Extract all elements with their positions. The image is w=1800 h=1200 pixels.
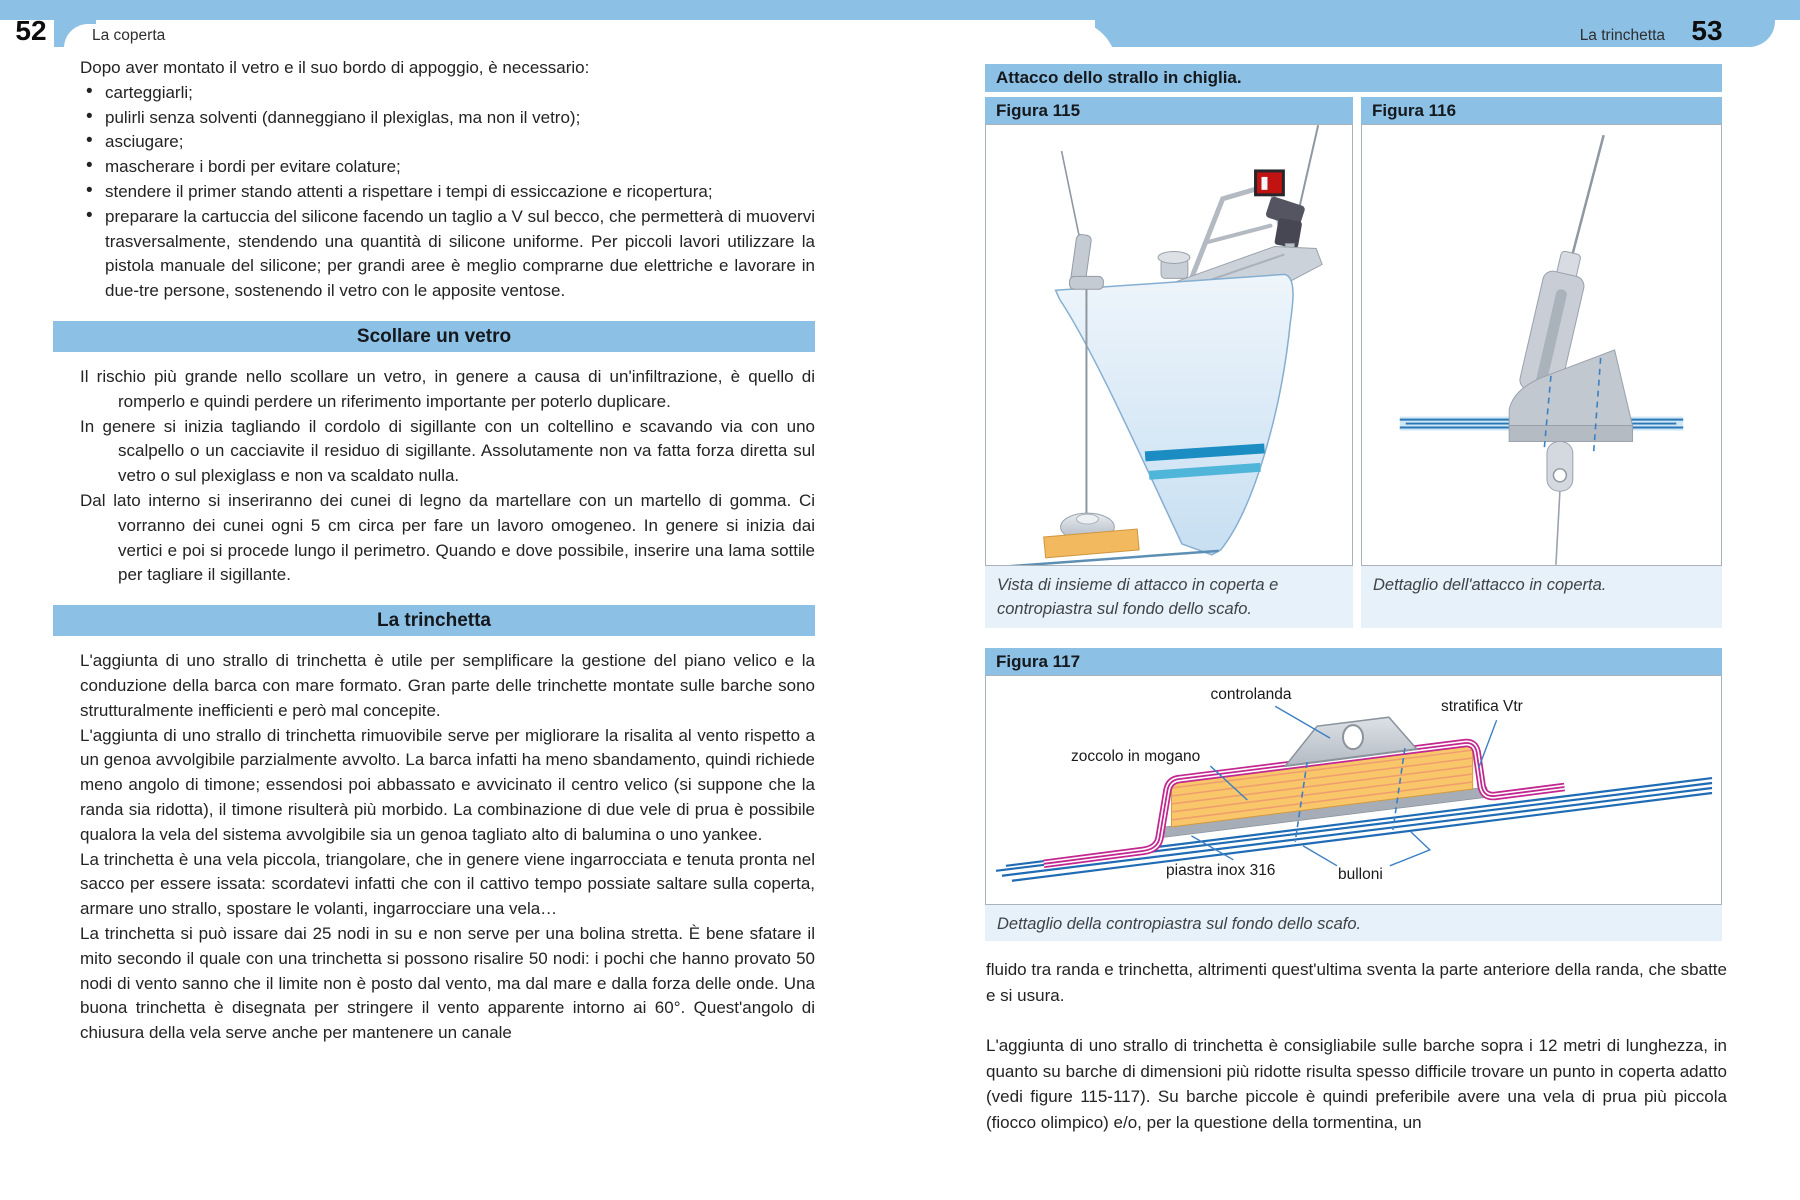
paragraph: fluido tra randa e trinchetta, altrimenti quest'ultima sventa la parte anteriore della randa, che sbatte e si usura. <box>986 960 1727 1005</box>
list-item: • mascherare i bordi per evitare colature; <box>84 155 815 180</box>
paragraph: Dal lato interno si inseriranno dei cunei di legno da martellare con un martello di gomma. Ci vorranno dei cunei ogni 5 cm circa per fare un lavoro omogeneo. In genere si inizia dai vertici e poi si procede lungo il perimetro. Quando e dove possibile, inserire una lama sottile per tagliare il sigillante. <box>80 490 815 585</box>
diagram-label-stratifica: stratifica Vtr <box>1441 698 1523 715</box>
diagram-label-controlanda: controlanda <box>1210 686 1292 703</box>
paragraph: L'aggiunta di uno strallo di trinchetta rimuovibile serve per migliorare la risalita al vento rispetto a un genoa avvolgibile parzialmente avvolto. La barca infatti ha meno sbandamento, quindi richiede meno angolo di timone; essendosi poi abbassato e avvicinato il centro velico (si suppone che la randa sia ridotta), il timone risulterà più morbido. La combinazione di due vele di prua è possibile qualora la vela del sistema avvolgibile sia un genoa tagliato alto di balumina o uno yankee. <box>80 725 815 844</box>
figure-group-title: Attacco dello strallo in chiglia. <box>985 64 1722 92</box>
figure-116-panel <box>1361 124 1722 566</box>
running-head-right: La trinchetta <box>1579 27 1665 44</box>
list-item: • asciugare; <box>84 130 815 155</box>
diagram-label-bulloni: bulloni <box>1338 866 1383 883</box>
section-heading-trinchetta: La trinchetta <box>53 605 815 636</box>
figure-115-header: Figura 115 <box>985 97 1353 124</box>
list-item: • preparare la cartuccia del silicone facendo un taglio a V sul becco, che permetterà di muovervi trasversalmente, stendendo una quantità di silicone uniforme. Per piccoli lavori utilizzare la pistola manuale del silicone; per grandi aree è meglio comprarne due elettriche e lavorare in due-tre persone, sostenendo il vetro con le apposite ventose. <box>84 205 815 304</box>
header-band-curve-right <box>855 20 1117 70</box>
paragraph: La trinchetta si può issare dai 25 nodi in su e non serve per una bolina stretta. È bene sfatare il mito secondo il quale con una trinchetta si possono risalire 50 nodi: i pochi che hanno provato 50 nodi di vento sanno che il limite non è posto dal vento, ma dal mare e dalla forza delle onde. Una buona trinchetta è disegnata per stringere il vento apparente intorno ai 60°. Quest'angolo di chiusura della vela serve anche per mantenere un canale <box>80 923 815 1043</box>
diagram-label-zoccolo: zoccolo in mogano <box>1071 748 1201 765</box>
checklist <box>84 81 815 304</box>
paragraph: La trinchetta è una vela piccola, triangolare, che in genere viene ingarrocciata e tenuta pronta nel sacco per essere issata: scordatevi infatti che con il cattivo tempo possiate saltare sulla coperta, armare uno strallo, spostare le volanti, ingarrocciare una vela… <box>80 849 815 919</box>
paragraph: In genere si inizia tagliando il cordolo di sigillante con un coltellino e scavando via con uno scalpello o un cacciavite il residuo di sigillante. Assolutamente non va fatta forza diretta sul vetro o sul plexiglass e non va scaldato nulla. <box>80 416 815 486</box>
list-item: • stendere il primer stando attenti a rispettare i tempi di essiccazione e ricopertura; <box>84 180 815 205</box>
figure-117-caption: Dettaglio della contropiastra sul fondo dello scafo. <box>985 905 1722 941</box>
left-page-column <box>53 56 815 1046</box>
list-item: • pulirli senza solventi (danneggiano il plexiglas, ma non il vetro); <box>84 106 815 131</box>
paragraph: L'aggiunta di uno strallo di trinchetta è consigliabile sulle barche sopra i 12 metri di lunghezza, in quanto su barche di dimensioni più ridotte risulta spesso difficile trovare un punto in coperta adatto (vedi figure 115-117). Su barche piccole è quindi preferibile avere una vela di prua più piccola (fiocco olimpico) e/o, per la questione della tormentina, un <box>986 1036 1727 1132</box>
page-tab-right <box>1095 0 1775 47</box>
figure-115-illustration <box>986 125 1352 565</box>
figure-116-header: Figura 116 <box>1361 97 1722 124</box>
figure-116-illustration <box>1362 125 1721 565</box>
page-number-left: 52 <box>15 15 47 46</box>
list-item: • carteggiarli; <box>84 81 815 106</box>
paragraph: L'aggiunta di uno strallo di trinchetta è utile per semplificare la gestione del piano velico e la conduzione della barca con mare formato. Gran parte delle trinchette montate sulle barche sono strutturalmente inefficienti e però mal concepite. <box>80 651 815 720</box>
running-head-left: La coperta <box>92 27 166 44</box>
page-number-right: 53 <box>1691 15 1723 46</box>
figure-115-caption: Vista di insieme di attacco in coperta e contropiastra sul fondo dello scafo. <box>985 566 1353 628</box>
figure-116-caption: Dettaglio dell'attacco in coperta. <box>1361 566 1722 628</box>
figure-117-header: Figura 117 <box>985 648 1722 675</box>
diagram-label-piastra: piastra inox 316 <box>1166 862 1276 879</box>
figure-115-panel <box>985 124 1353 566</box>
intro-paragraph: Dopo aver montato il vetro e il suo bordo di appoggio, è necessario: <box>80 58 590 77</box>
figure-117-panel <box>985 675 1722 905</box>
paragraph: Il rischio più grande nello scollare un vetro, in genere a causa di un'infiltrazione, è quello di romperlo e quindi perdere un riferimento importante per poterlo duplicare. <box>80 366 815 411</box>
section-heading-scollare: Scollare un vetro <box>53 321 815 352</box>
